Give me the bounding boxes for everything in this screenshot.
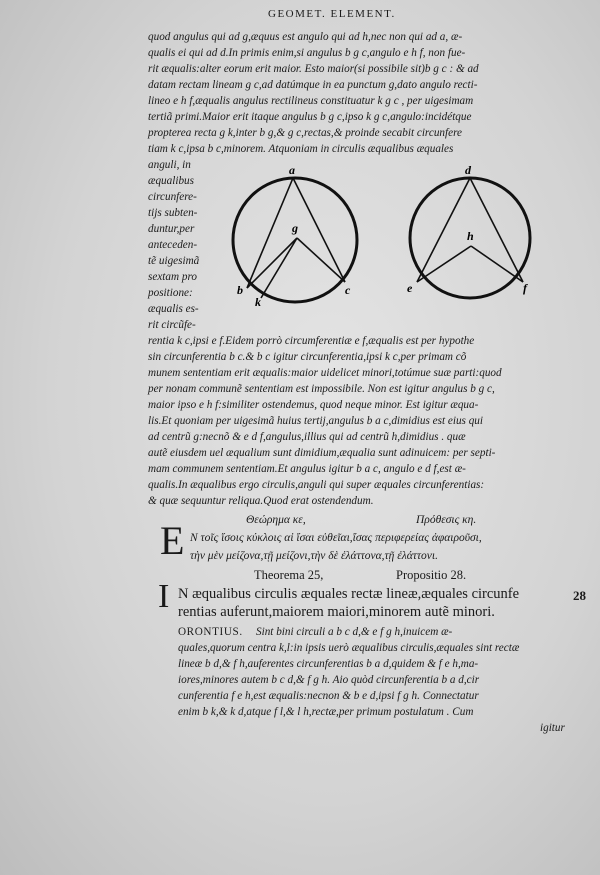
label-h: h <box>467 229 474 243</box>
text-line: propterea recta g k,inter b g,& g c,rectas,& proinde secabit circunfere <box>148 127 463 139</box>
running-head: GEOMET. ELEMENT. <box>268 8 396 20</box>
text-line: tertiã primi.Maior erit itaque angulus b g c,ipso k g c,angulo:incidétque <box>148 111 472 123</box>
text-line: lineo e h f,æqualis angulus rectilineus constituatur k g c , per uigesimam <box>148 95 474 107</box>
side-text-line: rit circũfe- <box>148 319 196 331</box>
right-line-hf <box>471 246 523 282</box>
right-line-de <box>417 178 470 282</box>
text-line: ad centrũ g:necnõ & e d f,angulus,illius qui ad centrũ h,dimidius . quæ <box>148 431 466 443</box>
greek-proposition-heading: Πρόθεσις κη. <box>416 514 477 526</box>
right-line-df <box>470 178 523 282</box>
text-line: qualis ei qui ad d.In primis enim,si angulus b g c,angulo e h f, non fue- <box>148 47 466 59</box>
right-line-he <box>417 246 471 282</box>
text-line: per nonam communẽ sententiam est impossibile. Non est igitur angulus b g c, <box>148 383 495 395</box>
greek-text-line: Ν τοῖς ἴσοις κύκλοις αἱ ἴσαι εὐθεῖαι,ἴσας περιφερείας ἀφαιροῦσι, <box>190 532 482 544</box>
text-line: sin circunferentia b c.& b c igitur circunferentia,ipsi k c,per primam cõ <box>148 351 467 363</box>
text-line: tiam k c,ipsa b c,minorem. Atquoniam in circulis æqualibus æquales <box>148 143 454 155</box>
label-k: k <box>255 295 261 309</box>
label-e: e <box>407 281 413 295</box>
text-line: qualis.In æqualibus ergo circulis,anguli qui super æquales circunferentias: <box>148 479 485 491</box>
side-text-line: tijs subten- <box>148 207 198 219</box>
side-text-line: æqualis es- <box>148 303 199 315</box>
commentary-line: Sint bini circuli a b c d,& e f g h,inuicem æ- <box>256 626 453 638</box>
text-line: datam rectam lineam g c,ad datúmque in ea punctum g,dato angulo recti- <box>148 79 478 91</box>
side-text-line: circunfere- <box>148 191 197 203</box>
catchword: igitur <box>540 722 565 734</box>
label-b: b <box>237 283 243 297</box>
commentary-author: ORONTIUS. <box>178 626 243 638</box>
enunciation-initial: I <box>158 578 170 615</box>
enunciation-line: rentias auferunt,maiorem maiori,minorem autẽ minori. <box>178 604 495 620</box>
side-text-line: anguli, in <box>148 159 191 171</box>
greek-theorem-heading: Θεώρημα κε, <box>246 514 306 526</box>
page-number: 28 <box>573 588 586 603</box>
label-d: d <box>465 163 471 177</box>
text-line: rit æqualis:alter eorum erit maior. Esto maior(si possibile sit)b g c : & ad <box>148 63 479 75</box>
commentary-line: enim b k,& k d,atque f l,& l h,rectæ,per primum postulatum . Cum <box>178 706 474 718</box>
side-text-line: tẽ uigesimã <box>148 255 200 267</box>
label-g: g <box>292 221 298 235</box>
commentary-line: cunferentia f e h,est æqualis:necnon & b e d,ipsi f g h. Connectatur <box>178 690 479 702</box>
commentary-line: iores,minores autem b c d,& f g h. Aio quòd circunferentia b a d,cir <box>178 674 480 686</box>
geometric-figure <box>225 160 555 335</box>
greek-initial: E <box>160 518 185 563</box>
greek-text-line: τὴν μὲν μείζονα,τῇ μείζονι,τὴν δὲ ἐλάττονα,τῇ ἐλάττονι. <box>190 550 438 562</box>
text-line: lis.Et quoniam per uigesimã huius tertij,angulus b a c,dimidius est eius qui <box>148 415 483 427</box>
label-c: c <box>345 283 351 297</box>
side-text-line: positione: <box>148 287 193 299</box>
enunciation-line: N æqualibus circulis æquales rectæ lineæ,æquales circunfe <box>178 586 520 602</box>
latin-theorem-heading: Theorema 25, <box>254 568 324 582</box>
text-line: quod angulus qui ad g,æquus est angulo qui ad h,nec non qui ad a, æ- <box>148 31 463 43</box>
text-line: rentia k c,ipsi e f.Eidem porrò circumferentiæ e f,æqualis est per hypothe <box>148 335 475 347</box>
left-line-gc <box>297 238 345 282</box>
side-text-line: æqualibus <box>148 175 195 187</box>
text-line: autẽ eiusdem uel æqualium sunt dimidium,æqualia sunt adinuicem: per septi- <box>148 447 496 459</box>
commentary-line: lineæ b d,& f h,auferentes circunferentias b a d,quidem & f e h,ma- <box>178 658 479 670</box>
latin-proposition-heading: Propositio 28. <box>396 568 467 582</box>
text-line: mam communem sententiam.Et angulus igitur b a c, angulo e d f,est æ- <box>148 463 466 475</box>
side-text-line: duntur,per <box>148 223 195 235</box>
text-line: maior ipso e h f:similiter ostendemus, quod neque minor. Est igitur æqua- <box>148 399 479 411</box>
side-text-line: anteceden- <box>148 239 198 251</box>
label-f: f <box>523 281 527 295</box>
label-a: a <box>289 163 295 177</box>
side-text-line: sextam pro <box>148 271 197 283</box>
text-line: munem sententiam erit æqualis:maior uidelicet minori,totúmue suæ parti:quod <box>148 367 502 379</box>
text-line: & quæ sequuntur reliqua.Quod erat ostendendum. <box>148 495 374 507</box>
commentary-line: quales,quorum centra k,l:in ipsis uerò æqualibus circulis,æquales sint rectæ <box>178 642 520 654</box>
